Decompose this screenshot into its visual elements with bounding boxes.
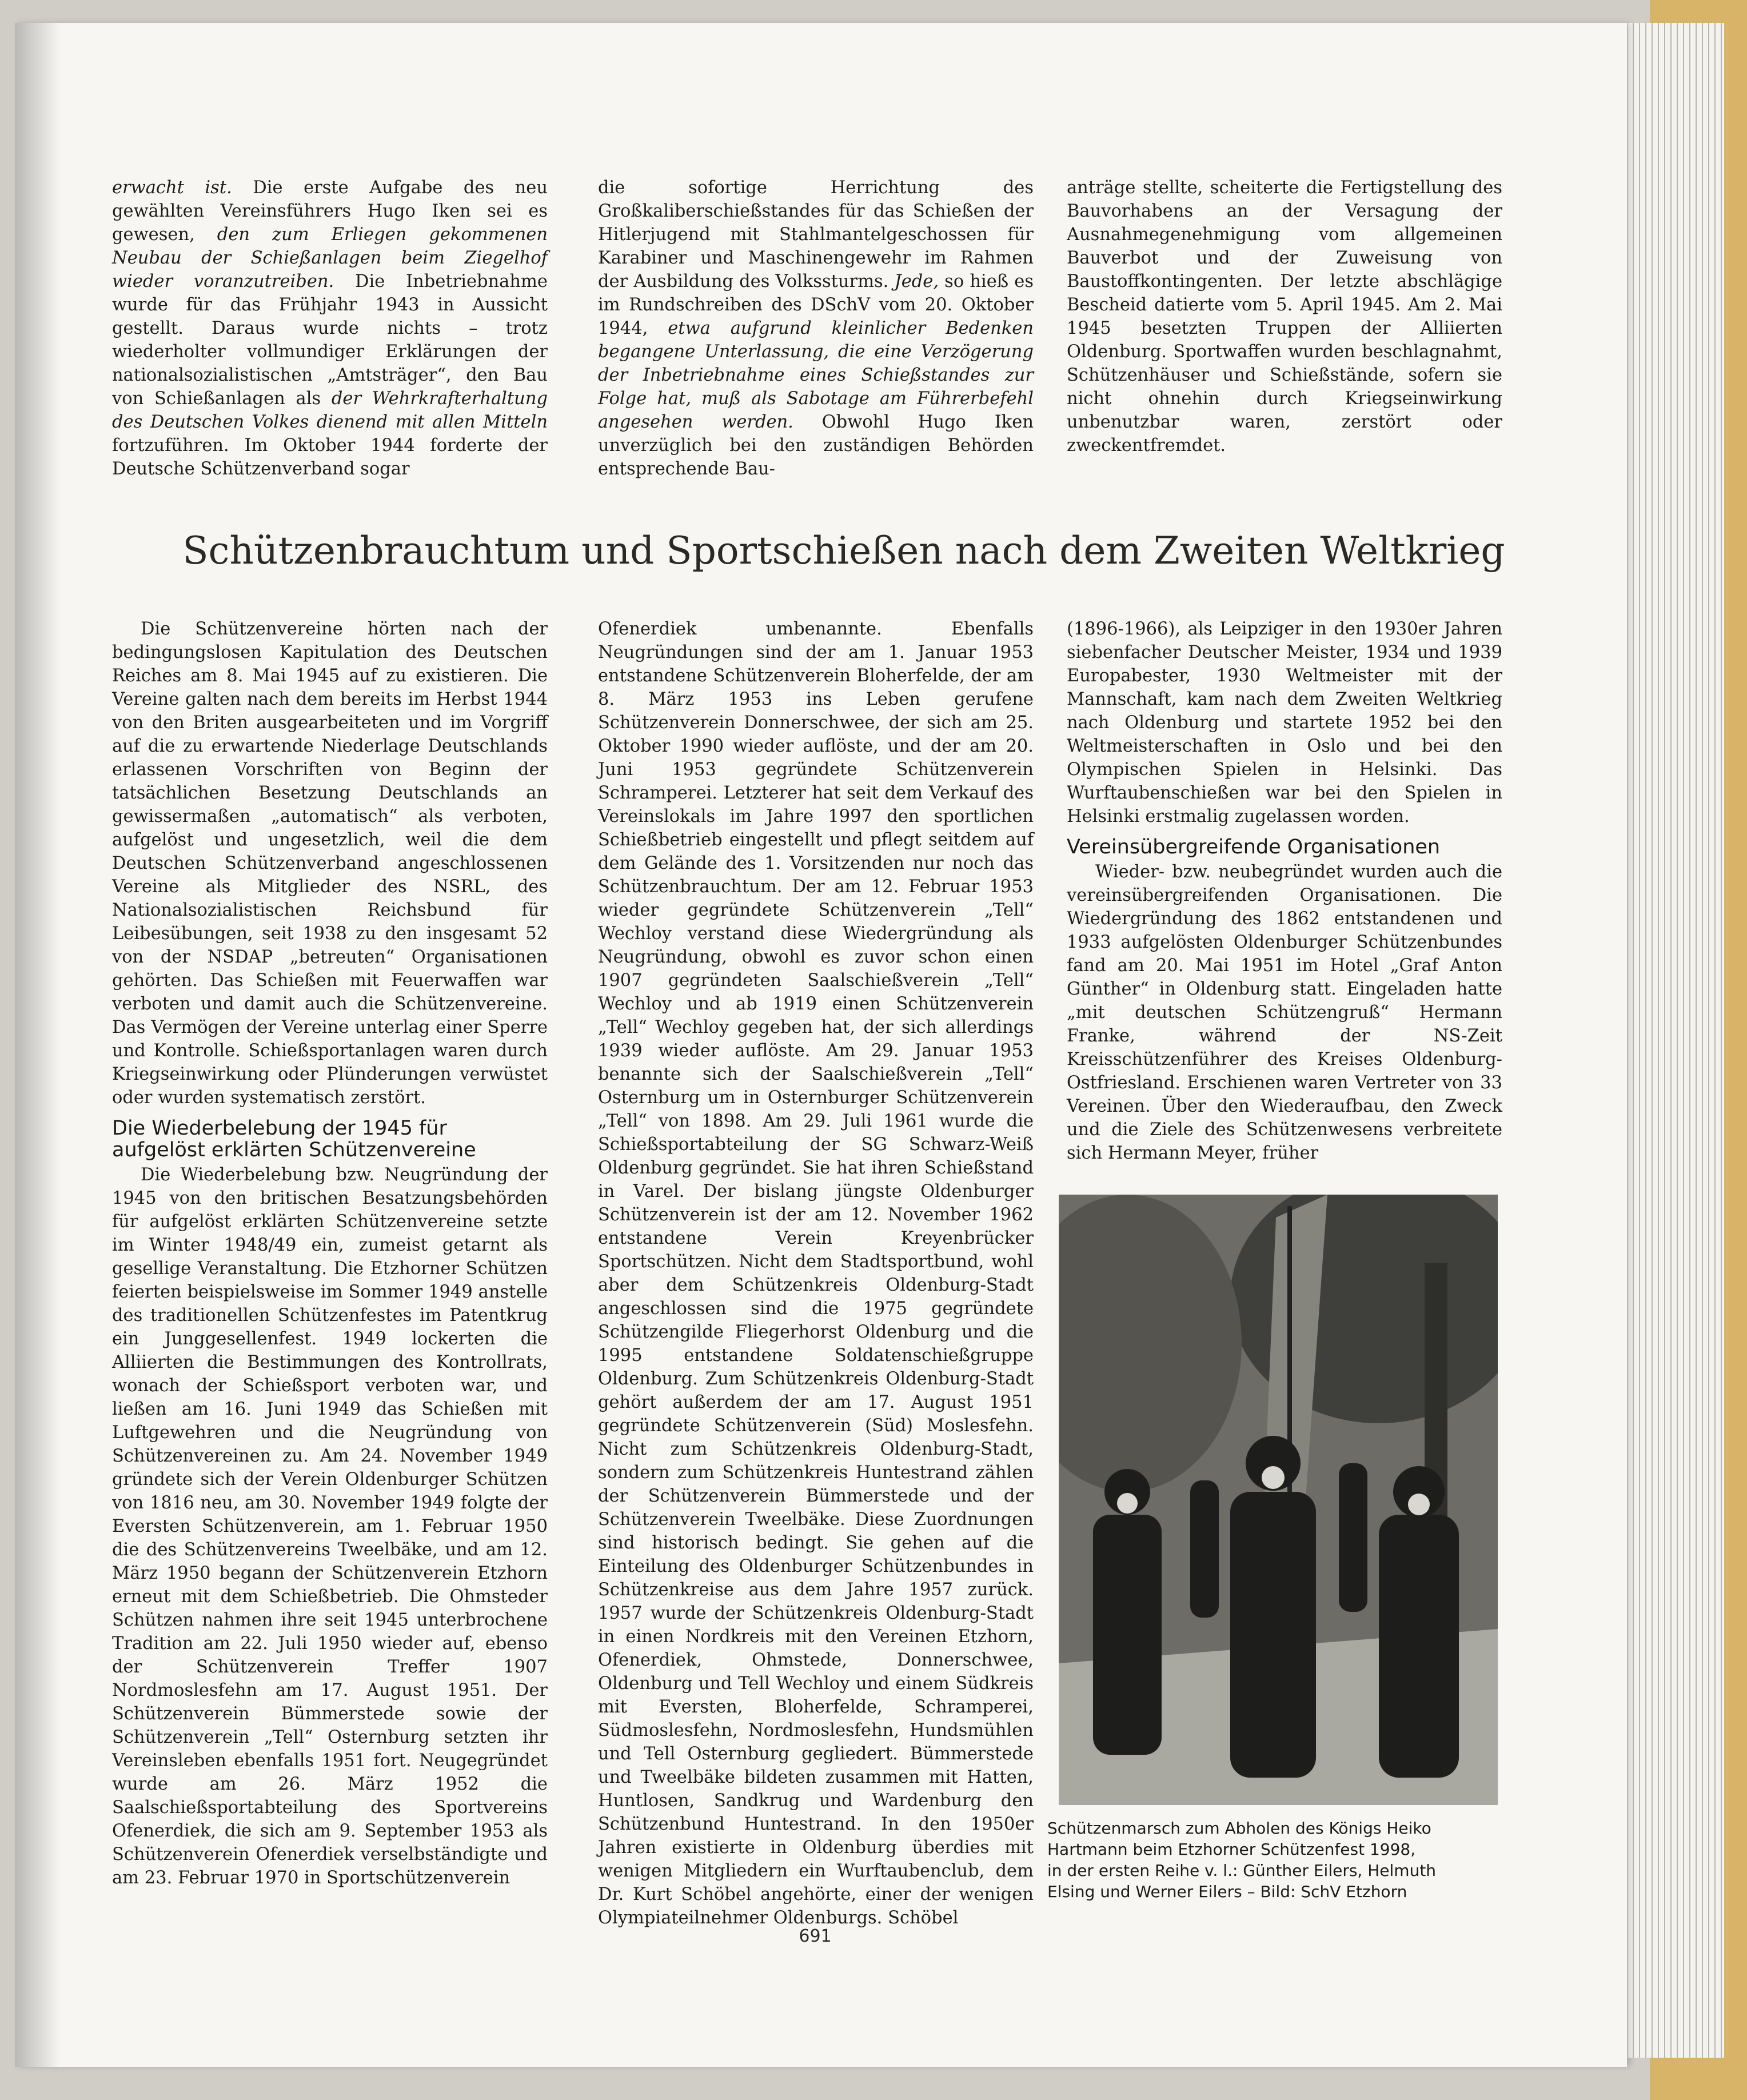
caption-line: in der ersten Reihe v. l.: Günther Eilers, Helmuth xyxy=(1047,1861,1437,1880)
text-span: den zum Erliegen gekommenen Neubau der Schießanlagen beim Ziegelhof wieder voranzutreiben. xyxy=(112,225,548,292)
top-column-1 xyxy=(112,176,548,481)
subheading-line: Die Wiederbelebung der 1945 für xyxy=(112,1117,447,1140)
subheading xyxy=(112,1117,548,1161)
gutter-shadow xyxy=(15,23,61,2067)
paragraph: (1896-1966), als Leipziger in den 1930er Jahren siebenfacher Deutscher Meister, 1934 und 1939 Europabester, 1930 Weltmeister mit der Mannschaft, kam nach dem Zweiten Weltkrieg nach Oldenburg und startete 1952 bei den Weltmeisterschaften in Oslo und bei den Olympischen Spielen in Helsinki. Das Wurftaubenschießen war bei den Spielen in Helsinki erstmalig zugelassen worden. xyxy=(1067,619,1502,827)
bottom-column-2 xyxy=(598,617,1034,1930)
text-span: Die Inbetriebnahme wurde für das Frühjahr 1943 in Aussicht gestellt. Daraus wurde nichts – trotz wiederholter vollmundiger Erklärungen der nationalsozialistischen „Amtsträger“, den Bau von Schießanlagen als xyxy=(112,272,548,409)
bottom-column-3 xyxy=(1067,617,1502,1165)
section-heading: Schützenbrauchtum und Sportschießen nach dem Zweiten Weltkrieg xyxy=(182,529,1505,573)
caption-line: Elsing und Werner Eilers – Bild: SchV Etzhorn xyxy=(1047,1882,1407,1901)
text-span: fortzuführen. Im Oktober 1944 forderte der Deutsche Schützenverband sogar xyxy=(112,436,548,479)
text-span: Die erste Aufgabe des neu gewählten Vereinsführers Hugo Iken sei es gewesen, xyxy=(112,178,548,245)
text-span: Obwohl Hugo Iken unverzüglich bei den zuständigen Behörden entsprechende Bau- xyxy=(598,412,1034,479)
text-span: erwacht ist. xyxy=(112,178,232,198)
subheading: Vereinsübergreifende Organisationen xyxy=(1067,836,1441,859)
top-column-3 xyxy=(1067,176,1502,457)
page-number: 691 xyxy=(799,1926,832,1946)
top-column-2 xyxy=(598,176,1034,481)
text-span: Jede, xyxy=(894,272,939,292)
subheading-line: aufgelöst erklärten Schützenvereine xyxy=(112,1139,476,1161)
book-page xyxy=(15,23,1627,2067)
caption-line: Hartmann beim Etzhorner Schützenfest 1998, xyxy=(1047,1840,1416,1859)
photo-illustration xyxy=(1059,1195,1498,1805)
text-span: die sofortige Herrichtung des Großkaliberschießstandes für das Schießen der Hitlerjugend mit Stahlmantelgeschossen für Karabiner und Maschinengewehr im Rahmen der Ausbildung des Volkssturms. xyxy=(598,178,1034,292)
bottom-column-1 xyxy=(112,617,548,1890)
paragraph: Die Schützenvereine hörten nach der bedingungslosen Kapitulation des Deutschen Reiches am 8. Mai 1945 auf zu existieren. Die Vereine galten nach dem bereits im Herbst 1944 von den Briten ausgearbeiteten und im Vorgriff auf die zu erwartende Niederlage Deutschlands erlassenen Vorschriften von Beginn der tatsächlichen Besetzung Deutschlands an gewissermaßen „automatisch“ als verboten, aufgelöst und ungesetzlich, weil die dem Deutschen Schützenverband angeschlossenen Vereine als Mitglieder des NSRL, des Nationalsozialistischen Reichsbund für Leibesübungen, seit 1938 zu den insgesamt 52 von der NSDAP „betreuten“ Organisationen gehörten. Das Schießen mit Feuerwaffen war verboten und damit auch die Schützenvereine. Das Vermögen der Vereine unterlag einer Sperre und Kontrolle. Schießsportanlagen waren durch Kriegseinwirkung oder Plünderungen verwüstet oder wurden systematisch zerstört. xyxy=(112,619,548,1108)
parade-photo xyxy=(1059,1195,1498,1805)
paragraph: Ofenerdiek umbenannte. Ebenfalls Neugründungen sind der am 1. Januar 1953 entstandene Schützenverein Bloherfelde, der am 8. März 1953 ins Leben gerufene Schützenverein Donnerschwee, der sich am 25. Oktober 1990 wieder auflöste, und der am 20. Juni 1953 gegründete Schützenverein Schramperei. Letzterer hat seit dem Verkauf des Vereinslokals im Jahre 1997 den sportlichen Schießbetrieb eingestellt und pflegt seitdem auf dem Gelände des 1. Vorsitzenden nur noch das Schützenbrauchtum. Der am 12. Februar 1953 wieder gegründete Schützenverein „Tell“ Wechloy verstand diese Wiedergründung als Neugründung, obwohl es zuvor schon einen 1907 gegründeten Saalschießverein „Tell“ Wechloy und ab 1919 einen Schützenverein „Tell“ Wechloy gegeben hat, der sich allerdings 1939 wieder auflöste. Am 29. Januar 1953 benannte sich der Saalschießverein „Tell“ Osternburg um in Osternburger Schützenverein „Tell“ von 1898. Am 29. Juli 1961 wurde die Schießsportabteilung der SG Schwarz-Weiß Oldenburg gegründet. Sie hat ihren Schießstand in Varel. Der bislang jüngste Oldenburger Schützenverein ist der am 12. November 1962 entstandene Verein Kreyenbrücker Sportschützen. Nicht dem Stadtsportbund, wohl aber dem Schützenkreis Oldenburg-Stadt angeschlossen sind die 1975 gegründete Schützengilde Fliegerhorst Oldenburg und die 1995 entstandene Soldatenschießgruppe Oldenburg. Zum Schützenkreis Oldenburg-Stadt gehört außerdem der am 17. August 1951 gegründete Schützenverein (Süd) Moslesfehn. Nicht zum Schützenkreis Oldenburg-Stadt, sondern zum Schützenkreis Huntestrand zählen der Schützenverein Bümmerstede und der Schützenverein Tweelbäke. Diese Zuordnungen sind historisch bedingt. Sie gehen auf die Einteilung des Oldenburger Schützenbundes in Schützenkreise aus dem Jahre 1957 zurück. 1957 wurde der Schützenkreis Oldenburg-Stadt in einen Nordkreis mit den Vereinen Etzhorn, Ofenerdiek, Ohmstede, Donnerschwee, Oldenburg und Tell Wechloy und einem Südkreis mit Eversten, Bloherfelde, Schramperei, Südmoslesfehn, Nordmoslesfehn, Hundsmühlen und Tell Osternburg gegliedert. Bümmerstede und Tweelbäke bildeten zusammen mit Hatten, Huntlosen, Sandkrug und Wardenburg den Schützenbund Huntestrand. In den 1950er Jahren existierte in Oldenburg überdies mit wenigen Mitgliedern ein Wurftaubenclub, dem Dr. Kurt Schöbel angehörte, einer der wenigen Olympiateilnehmer Oldenburgs. Schöbel xyxy=(598,619,1034,1928)
page-stack-edge xyxy=(1621,23,1724,2058)
photo-caption xyxy=(1047,1818,1516,1902)
caption-line: Schützenmarsch zum Abholen des Königs Heiko xyxy=(1047,1819,1431,1838)
paragraph: Die Wiederbelebung bzw. Neugründung der 1945 von den britischen Besatzungsbehörden für aufgelöst erklärten Schützenvereine setzte im Winter 1948/49 ein, zumeist getarnt als gesellige Veranstaltung. Die Etzhorner Schützen feierten beispielsweise im Sommer 1949 anstelle des traditionellen Schützenfestes im Patentkrug ein Junggesellenfest. 1949 lockerten die Alliierten die Bestimmungen des Kontrollrats, wonach der Schießsport verboten war, und ließen am 16. Juni 1949 das Schießen mit Luftgewehren und die Neugründung von Schützenvereinen zu. Am 24. November 1949 gründete sich der Verein Oldenburger Schützen von 1816 neu, am 30. November 1949 folgte der Eversten Schützenverein, am 1. Februar 1950 die des Schützenvereins Tweelbäke, und am 12. März 1950 begann der Schützenverein Etzhorn erneut mit dem Schießbetrieb. Die Ohmsteder Schützen nahmen ihre seit 1945 unterbrochene Tradition am 22. Juli 1950 wieder auf, ebenso der Schützenverein Treffer 1907 Nordmoslesfehn am 17. August 1951. Der Schützenverein Bümmerstede sowie der Schützenverein „Tell“ Osternburg setzten ihr Vereinsleben ebenfalls 1951 fort. Neugegründet wurde am 26. März 1952 die Saalschießsportabteilung des Sportvereins Ofenerdiek, die sich am 9. September 1953 als Schützenverein Ofenerdiek verselbständigte und am 23. Februar 1970 in Sportschützenverein xyxy=(112,1165,548,1888)
text-span: der Wehrkrafterhaltung des Deutschen Volkes dienend mit allen Mitteln xyxy=(112,389,548,432)
paragraph: anträge stellte, scheiterte die Fertigstellung des Bauvorhabens an der Versagung der Ausnahmegenehmigung vom allgemeinen Bauverbot und der Zuweisung von Baustoffkontingenten. Der letzte abschlägige Bescheid datierte vom 5. April 1945. Am 2. Mai 1945 besetzten Truppen der Alliierten Oldenburg. Sportwaffen wurden beschlagnahmt, Schützenhäuser und Schießstände, sofern sie nicht ohnehin durch Kriegseinwirkung unbenutzbar waren, zerstört oder zweckentfremdet. xyxy=(1067,178,1502,456)
paragraph: Wieder- bzw. neubegründet wurden auch die vereinsübergreifenden Organisationen. Die Wiedergründung des 1862 entstandenen und 1933 aufgelösten Oldenburger Schützenbundes fand am 20. Mai 1951 im Hotel „Graf Anton Günther“ in Oldenburg statt. Eingeladen hatte „mit deutschen Schützengruß“ Hermann Franke, während der NS-Zeit Kreisschützenführer des Kreises Oldenburg-Ostfriesland. Erschienen waren Vertreter von 33 Vereinen. Über den Wiederaufbau, den Zweck und die Ziele des Schützenwesens verbreitete sich Hermann Meyer, früher xyxy=(1067,862,1502,1163)
text-span: so hieß es im Rundschreiben des DSchV vom 20. Oktober 1944, xyxy=(598,272,1034,338)
text-span: etwa aufgrund kleinlicher Bedenken begangene Unterlassung, die eine Verzögerung der Inbetriebnahme eines Schießstandes zur Folge hat, muß als Sabotage am Führerbefehl angesehen werden. xyxy=(598,318,1034,432)
